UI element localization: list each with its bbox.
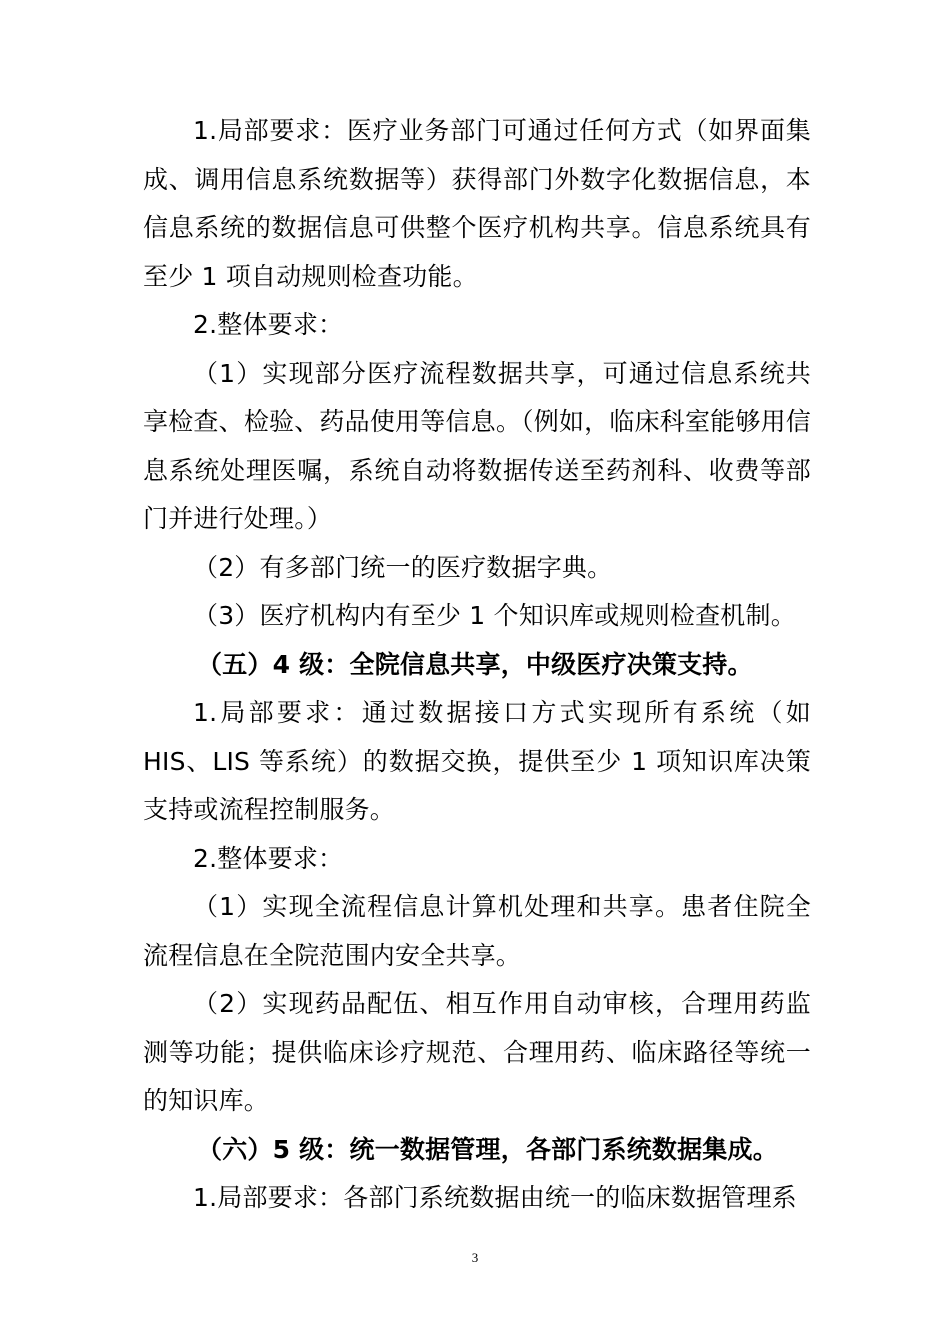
document-body (143, 107, 811, 1223)
paragraph-overall-item-2-level4: （2）实现药品配伍、相互作用自动审核，合理用药监测等功能；提供临床诊疗规范、合理用药、临床路径等统一的知识库。 (143, 989, 811, 1115)
paragraph-overall-item-1-level3: （1）实现部分医疗流程数据共享，可通过信息系统共享检查、检验、药品使用等信息。（例如，临床科室能够用信息系统处理医嘱，系统自动将数据传送至药剂科、收费等部门并进行处理。） (143, 358, 811, 533)
paragraph-local-requirement-level3: 1.局部要求：医疗业务部门可通过任何方式（如界面集成、调用信息系统数据等）获得部门外数字化数据信息，本信息系统的数据信息可供整个医疗机构共享。信息系统具有至少 1 项自动规则检查功能。 (143, 116, 811, 291)
section-heading-level4: （五）4 级：全院信息共享，中级医疗决策支持。 (197, 649, 753, 679)
section-heading-level5: （六）5 级：统一数据管理，各部门系统数据集成。 (197, 1134, 778, 1164)
paragraph-local-requirement-level5: 1.局部要求：各部门系统数据由统一的临床数据管理系 (193, 1183, 797, 1212)
paragraph-local-requirement-level4: 1.局部要求：通过数据接口方式实现所有系统（如 HIS、LIS 等系统）的数据交换，提供至少 1 项知识库决策支持或流程控制服务。 (143, 698, 811, 824)
page-number: 3 (471, 1250, 479, 1265)
paragraph-overall-requirement-label-level4: 2.整体要求： (193, 843, 344, 873)
paragraph-overall-item-2-level3: （2）有多部门统一的医疗数据字典。 (193, 552, 613, 582)
paragraph-overall-item-1-level4: （1）实现全流程信息计算机处理和共享。患者住院全流程信息在全院范围内安全共享。 (143, 892, 811, 970)
paragraph-overall-item-3-level3: （3）医疗机构内有至少 1 个知识库或规则检查机制。 (193, 601, 796, 630)
paragraph-overall-requirement-label-level3: 2.整体要求： (193, 310, 344, 339)
